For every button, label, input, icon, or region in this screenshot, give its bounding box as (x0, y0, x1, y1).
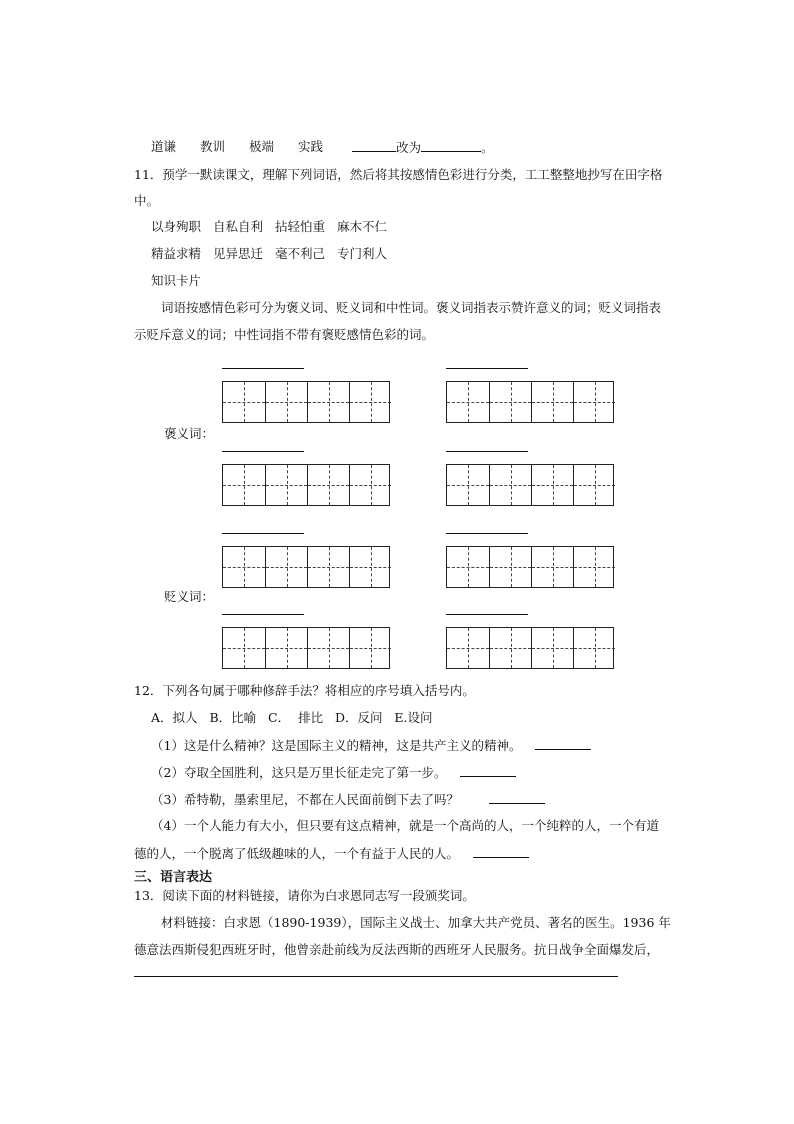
q11-word: 麻木不仁 (337, 219, 388, 234)
q12-stem: 12．下列各句属于哪种修辞手法？将相应的序号填入括号内。 (134, 683, 475, 698)
q13-stem: 13．阅读下面的材料链接，请你为白求恩同志写一段颁奖词。 (134, 888, 475, 903)
word-4: 实践 (298, 139, 324, 154)
blank-original[interactable] (352, 139, 396, 152)
q12-sentence-1 (151, 737, 591, 754)
tianzige-grid[interactable] (222, 464, 390, 506)
pinyin-line[interactable] (446, 533, 528, 534)
q11-word: 自私自利 (213, 219, 264, 234)
answer-blank[interactable] (460, 764, 516, 777)
word-1: 道谦 (151, 139, 177, 154)
sentence-text: 德的人，一个脱离了低级趣味的人，一个有益于人民的人。 (134, 846, 460, 861)
answer-blank[interactable] (535, 737, 591, 750)
tianzige-grid[interactable] (446, 464, 614, 506)
tianzige-grid[interactable] (222, 546, 390, 588)
q11-word: 拈轻怕重 (275, 219, 326, 234)
end-mark: 。 (481, 140, 494, 155)
knowledge-card-text-2: 示贬斥意义的词；中性词指不带有褒贬感情色彩的词。 (134, 327, 435, 342)
answer-blank[interactable] (473, 845, 529, 858)
sentence-text: （1）这是什么精神？这是国际主义的精神，这是共产主义的精神。 (151, 738, 522, 753)
q12-sentence-4a: （4）一个人能力有大小，但只要有这点精神，就是一个高尚的人，一个纯粹的人，一个有道 (151, 818, 659, 833)
tianzige-grid[interactable] (446, 546, 614, 588)
knowledge-card-title: 知识卡片 (151, 273, 202, 288)
word-3: 极端 (249, 139, 275, 154)
pinyin-line[interactable] (222, 533, 304, 534)
tianzige-grid[interactable] (222, 627, 390, 669)
label-positive-words: 褒义词： (164, 426, 215, 441)
sentence-text: （3）希特勒，墨索里尼，不都在人民面前倒下去了吗？ (151, 792, 459, 807)
pinyin-line[interactable] (222, 368, 304, 369)
label-negative-words: 贬义词： (164, 589, 215, 604)
pinyin-line[interactable] (446, 451, 528, 452)
q11-word: 毫不利己 (275, 246, 326, 261)
q11-stem-2: 中。 (134, 193, 160, 208)
pinyin-line[interactable] (446, 614, 528, 615)
tianzige-grid[interactable] (446, 381, 614, 423)
section-title: 三、语言表达 (134, 870, 213, 885)
answer-blank[interactable] (489, 791, 545, 804)
correction-line (352, 139, 494, 156)
q11-word-row-1 (151, 219, 387, 235)
tianzige-grid[interactable] (222, 381, 390, 423)
q13-material-1: 材料链接：白求恩（1890-1939），国际主义战士、加拿大共产党员、著名的医生。1936 年 (161, 915, 671, 930)
q11-word: 专门利人 (337, 246, 388, 261)
q11-word: 精益求精 (151, 246, 202, 261)
pinyin-line[interactable] (222, 451, 304, 452)
knowledge-card-text-1: 词语按感情色彩可分为褒义词、贬义词和中性词。褒义词指表示赞许意义的词；贬义词指表 (161, 300, 662, 315)
pinyin-line[interactable] (222, 614, 304, 615)
q11-word: 见异思迁 (213, 246, 264, 261)
q12-options: A．拟人 B．比喻 C． 排比 D．反问 E.设问 (151, 710, 433, 725)
q11-word: 以身殉职 (151, 219, 202, 234)
change-to-label: 改为 (396, 140, 422, 155)
q13-material-2: 德意法西斯侵犯西班牙时，他曾亲赴前线为反法西斯的西班牙人民服务。抗日战争全面爆发后， (134, 942, 660, 957)
answer-writing-line[interactable] (134, 976, 618, 977)
word-2: 教训 (200, 139, 226, 154)
blank-corrected[interactable] (421, 139, 481, 152)
sentence-text: （2）夺取全国胜利，这只是万里长征走完了第一步。 (151, 765, 447, 780)
word-list-line (151, 139, 323, 155)
q12-sentence-3 (151, 791, 545, 808)
q11-stem-1: 11．预学一默读课文，理解下列词语，然后将其按感情色彩进行分类，工工整整地抄写在田字格 (134, 167, 663, 182)
pinyin-line[interactable] (446, 368, 528, 369)
tianzige-grid[interactable] (446, 627, 614, 669)
q12-sentence-2 (151, 764, 516, 781)
q11-word-row-2 (151, 246, 387, 262)
q12-sentence-4b (134, 845, 529, 862)
